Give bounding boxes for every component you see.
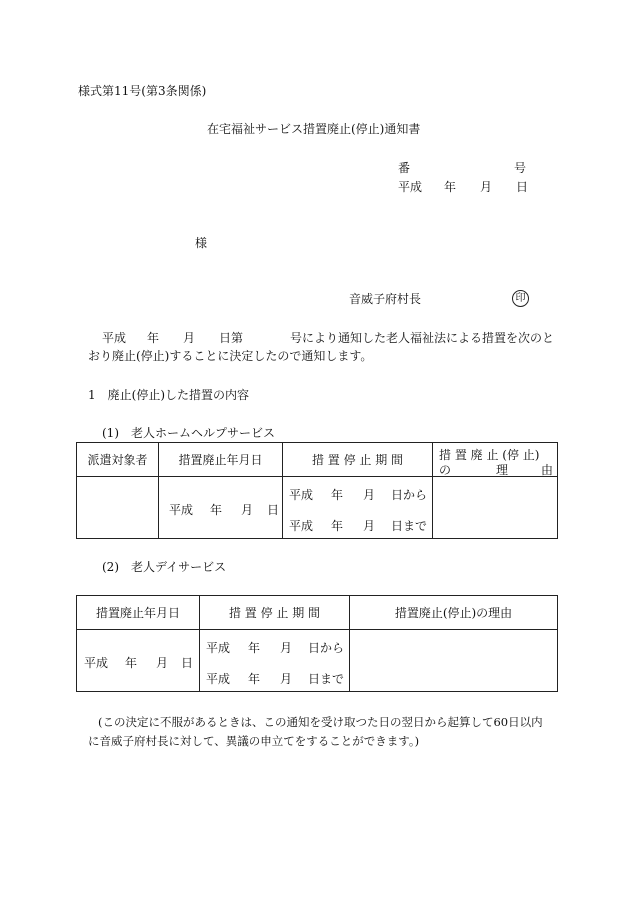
recipient-sama: 様	[195, 236, 208, 250]
body-year: 年	[147, 331, 160, 345]
t2-to-year: 年	[248, 671, 261, 686]
table1-header-row	[77, 443, 558, 477]
t1-from-year: 年	[331, 487, 344, 502]
body-line2: おり廃止(停止)することに決定したので通知します。	[88, 349, 373, 363]
t2-to-day: 日まで	[308, 671, 345, 686]
t1-from-day: 日から	[391, 487, 428, 502]
t1-date-month: 月	[241, 502, 254, 517]
table1	[76, 442, 558, 539]
t2-date-month: 月	[156, 655, 169, 670]
table2-header-row	[77, 596, 558, 630]
t1-date-era: 平成	[169, 502, 194, 517]
t2-to-month: 月	[280, 671, 293, 686]
date-era: 平成	[398, 180, 423, 194]
table2-cell-period	[200, 630, 350, 692]
table2-header-date: 措置廃止年月日	[77, 596, 200, 630]
t2-from-year: 年	[248, 640, 261, 655]
table1-caption: (1) 老人ホームヘルプサービス	[102, 426, 275, 440]
t1-from-month: 月	[363, 487, 376, 502]
note-line2: に音威子府村長に対して、異議の申立てをすることができます。)	[88, 734, 420, 748]
body-era: 平成	[102, 331, 127, 345]
table2	[76, 595, 558, 692]
section1-heading: 1 廃止(停止)した措置の内容	[88, 388, 249, 402]
table1-cell-period	[283, 477, 433, 539]
seal-char: 印	[515, 293, 526, 304]
t1-date-year: 年	[210, 502, 223, 517]
date-day: 日	[516, 180, 529, 194]
table2-caption: (2) 老人デイサービス	[102, 560, 227, 574]
table2-cell-reason	[350, 630, 558, 692]
body-line1-rest: 号により通知した老人福祉法による措置を次のと	[290, 331, 555, 345]
table1-cell-reason	[433, 477, 558, 539]
table1-header-dispatch: 派遣対象者	[77, 443, 159, 477]
date-month: 月	[480, 180, 493, 194]
table1-reason-line1: 措 置 廃 止 (停 止)	[439, 447, 540, 462]
document-title: 在宅福祉サービス措置廃止(停止)通知書	[207, 122, 421, 136]
t2-from-era: 平成	[206, 640, 231, 655]
table2-data-row	[77, 630, 558, 692]
table2-cell-date	[77, 630, 200, 692]
note-line1: (この決定に不服があるときは、この通知を受け取つた日の翌日から起算して60日以内	[98, 715, 543, 729]
number-label-ban: 番	[398, 161, 411, 175]
date-year: 年	[444, 180, 457, 194]
table1-data-row	[77, 477, 558, 539]
sender-name: 音威子府村長	[349, 292, 422, 306]
t2-to-era: 平成	[206, 671, 231, 686]
table1-cell-dispatch	[77, 477, 159, 539]
table2-header-reason: 措置廃止(停止)の理由	[350, 596, 558, 630]
t2-date-day: 日	[181, 655, 194, 670]
table1-reason-yu: 由	[541, 462, 554, 477]
table1-reason-riyu: 理	[496, 462, 509, 477]
table1-header-period: 措 置 停 止 期 間	[283, 443, 433, 477]
t2-from-day: 日から	[308, 640, 345, 655]
t1-to-year: 年	[331, 518, 344, 533]
body-month: 月	[183, 331, 196, 345]
table1-header-reason	[433, 443, 558, 477]
table1-reason-no: の	[439, 462, 452, 477]
t2-date-year: 年	[125, 655, 138, 670]
body-day-no: 日第	[219, 331, 244, 345]
t2-from-month: 月	[280, 640, 293, 655]
table1-cell-date	[159, 477, 283, 539]
t1-date-day: 日	[267, 502, 280, 517]
number-label-go: 号	[514, 161, 527, 175]
seal-mark	[512, 290, 529, 307]
t1-to-month: 月	[363, 518, 376, 533]
t2-date-era: 平成	[84, 655, 109, 670]
t1-from-era: 平成	[289, 487, 314, 502]
form-number: 様式第11号(第3条関係)	[78, 84, 207, 98]
t1-to-era: 平成	[289, 518, 314, 533]
table2-header-period: 措 置 停 止 期 間	[200, 596, 350, 630]
t1-to-day: 日まで	[391, 518, 428, 533]
table1-header-date: 措置廃止年月日	[159, 443, 283, 477]
